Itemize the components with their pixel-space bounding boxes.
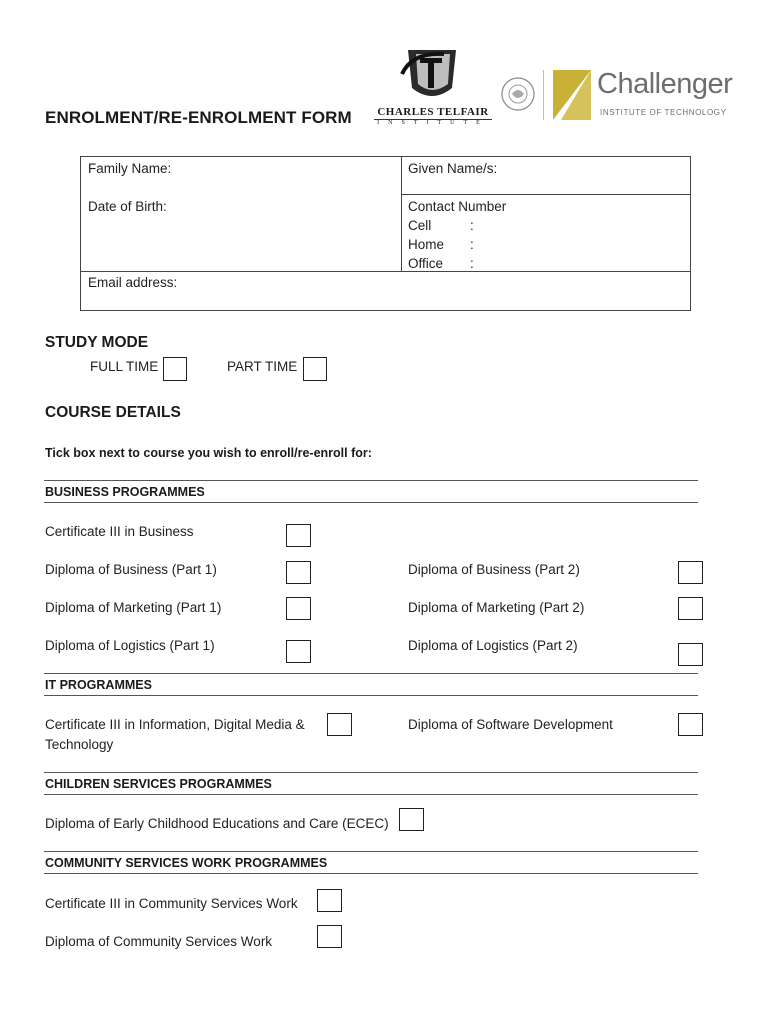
challenger-sub: INSTITUTE OF TECHNOLOGY [600,108,727,117]
personal-details-table [80,156,691,311]
children-programmes-heading: CHILDREN SERVICES PROGRAMMES [45,777,272,791]
dip-business-1-checkbox[interactable] [286,561,311,584]
cell-label: Cell [408,218,432,233]
dip-logistics-1-label: Diploma of Logistics (Part 1) [45,638,215,653]
dip-marketing-1-checkbox[interactable] [286,597,311,620]
it-programmes-heading: IT PROGRAMMES [45,678,152,692]
cert3-business-label: Certificate III in Business [45,524,194,539]
dip-business-1-label: Diploma of Business (Part 1) [45,562,217,577]
charles-telfair-sub: INSTITUTE [374,119,492,126]
cert3-it-label-line1: Certificate III in Information, Digital Media & [45,717,305,732]
dip-software-checkbox[interactable] [678,713,703,736]
full-time-checkbox[interactable] [163,357,187,381]
divider [44,794,698,795]
dip-community-label: Diploma of Community Services Work [45,934,273,949]
cert3-business-checkbox[interactable] [286,524,311,547]
home-colon: : [470,237,474,252]
email-field[interactable]: Email address: [88,275,178,290]
dip-logistics-2-checkbox[interactable] [678,643,703,666]
part-time-label: PART TIME [227,359,298,374]
dip-community-checkbox[interactable] [317,925,342,948]
part-time-checkbox[interactable] [303,357,327,381]
family-name-field[interactable]: Family Name: [88,161,172,176]
crest-icon [500,72,536,118]
dip-logistics-1-checkbox[interactable] [286,640,311,663]
cert3-community-label: Certificate III in Community Services Work [45,896,298,911]
course-instruction: Tick box next to course you wish to enroll/re-enroll for: [45,446,372,460]
course-details-heading: COURSE DETAILS [45,404,181,421]
dip-business-2-label: Diploma of Business (Part 2) [408,562,580,577]
divider [44,695,698,696]
contact-number-block [408,197,506,273]
study-mode-heading: STUDY MODE [45,334,149,351]
divider [44,673,698,674]
full-time-label: FULL TIME [90,359,159,374]
cell-field[interactable] [408,216,506,235]
dip-marketing-2-label: Diploma of Marketing (Part 2) [408,600,585,615]
office-label: Office [408,256,444,271]
given-names-field[interactable]: Given Name/s: [408,161,498,176]
divider [44,480,698,481]
business-programmes-heading: BUSINESS PROGRAMMES [45,485,205,499]
challenger-mark-icon [553,70,591,120]
ecec-checkbox[interactable] [399,808,424,831]
divider [44,851,698,852]
ecec-label: Diploma of Early Childhood Educations and Care (ECEC) [45,816,389,831]
home-label: Home [408,237,445,252]
divider [44,873,698,874]
charles-telfair-logo [372,44,492,128]
cell-colon: : [470,218,474,233]
logo-divider [543,70,544,120]
cert3-it-label-line2: Technology [45,737,114,752]
cert3-it-checkbox[interactable] [327,713,352,736]
government-crest-logo [500,72,536,118]
home-field[interactable] [408,235,506,254]
divider [44,772,698,773]
dip-logistics-2-label: Diploma of Logistics (Part 2) [408,638,578,653]
dip-business-2-checkbox[interactable] [678,561,703,584]
office-field[interactable] [408,254,506,273]
charles-telfair-name: CHARLES TELFAIR [377,106,489,118]
community-programmes-heading: COMMUNITY SERVICES WORK PROGRAMMES [45,856,328,870]
dip-marketing-2-checkbox[interactable] [678,597,703,620]
divider [44,502,698,503]
challenger-name: Challenger [597,68,733,100]
office-colon: : [470,256,474,271]
contact-number-label: Contact Number [408,199,507,214]
date-of-birth-field[interactable]: Date of Birth: [88,199,167,214]
challenger-logo [543,66,733,126]
dip-software-label: Diploma of Software Development [408,717,613,732]
cert3-community-checkbox[interactable] [317,889,342,912]
form-title: ENROLMENT/RE-ENROLMENT FORM [45,108,352,127]
dip-marketing-1-label: Diploma of Marketing (Part 1) [45,600,222,615]
